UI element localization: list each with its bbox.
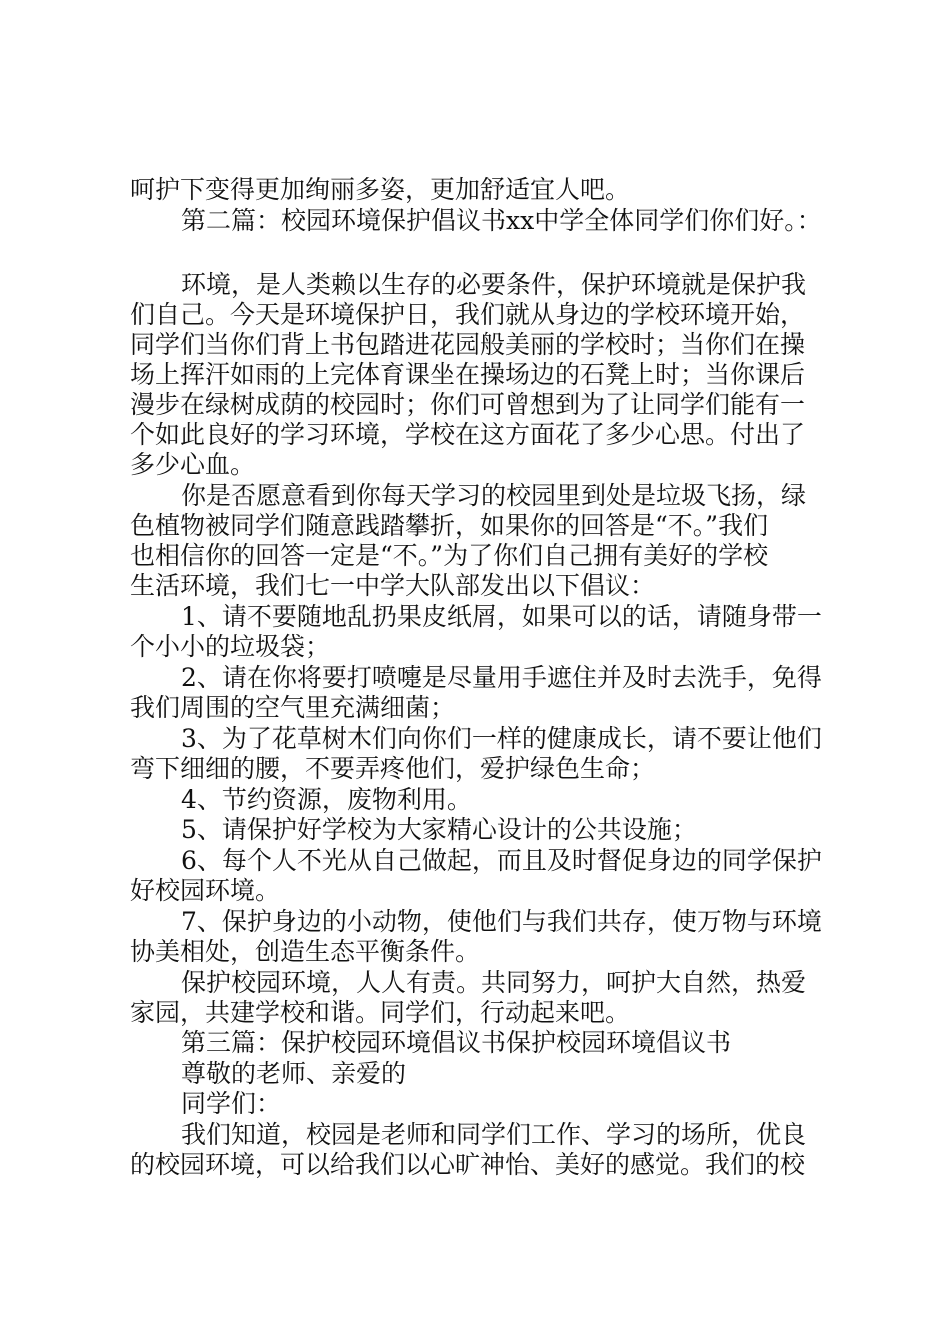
list-item: 3、为了花草树木们向你们一样的健康成长，请不要让他们 <box>181 724 822 753</box>
list-item: 1、请不要随地乱扔果皮纸屑，如果可以的话，请随身带一 <box>181 602 822 631</box>
text-line: 色植物被同学们随意践踏攀折，如果你的回答是“不。”我们 <box>130 511 769 540</box>
list-item: 6、每个人不光从自己做起，而且及时督促身边的同学保护 <box>181 846 822 875</box>
section-heading: 第三篇：保护校园环境倡议书保护校园环境倡议书 <box>181 1028 732 1057</box>
text-line: 呵护下变得更加绚丽多姿，更加舒适宜人吧。 <box>130 175 631 204</box>
list-item: 4、节约资源，废物利用。 <box>181 785 472 814</box>
text-line: 也相信你的回答一定是“不。”为了你们自己拥有美好的学校 <box>130 541 769 570</box>
text-line: 的校园环境，可以给我们以心旷神怡、美好的感觉。我们的校 <box>130 1150 806 1179</box>
text-line: 生活环境，我们七一中学大队部发出以下倡议： <box>130 571 656 600</box>
text-line: 同学们当你们背上书包踏进花园般美丽的学校时；当你们在操 <box>130 330 806 359</box>
text-line: 个如此良好的学习环境，学校在这方面花了多少心思。付出了 <box>130 420 806 449</box>
section-heading: 第二篇：校园环境保护倡议书xx中学全体同学们你们好。： <box>181 206 822 235</box>
text-line: 好校园环境。 <box>130 876 281 905</box>
text-line: 环境，是人类赖以生存的必要条件，保护环境就是保护我 <box>181 270 807 299</box>
salutation: 尊敬的老师、亲爱的 <box>181 1059 407 1088</box>
text-line: 漫步在绿树成荫的校园时；你们可曾想到为了让同学们能有一 <box>130 390 806 419</box>
text-line: 我们知道，校园是老师和同学们工作、学习的场所，优良 <box>181 1120 807 1149</box>
text-line: 我们周围的空气里充满细菌； <box>130 693 456 722</box>
list-item: 5、请保护好学校为大家精心设计的公共设施； <box>181 815 697 844</box>
text-line: 你是否愿意看到你每天学习的校园里到处是垃圾飞扬，绿 <box>181 481 807 510</box>
text-line: 保护校园环境，人人有责。共同努力，呵护大自然，热爱 <box>181 968 807 997</box>
list-item: 7、保护身边的小动物，使他们与我们共存，使万物与环境 <box>181 907 822 936</box>
text-line: 们自己。今天是环境保护日，我们就从身边的学校环境开始， <box>130 300 806 329</box>
salutation: 同学们： <box>181 1089 282 1118</box>
text-line: 弯下细细的腰，不要弄疼他们，爱护绿色生命； <box>130 754 656 783</box>
text-line: 家园，共建学校和谐。同学们，行动起来吧。 <box>130 998 631 1027</box>
list-item: 2、请在你将要打喷嚏是尽量用手遮住并及时去洗手，免得 <box>181 663 822 692</box>
text-line: 多少心血。 <box>130 450 256 479</box>
text-line: 场上挥汗如雨的上完体育课坐在操场边的石凳上时；当你课后 <box>130 360 806 389</box>
text-line: 协美相处，创造生态平衡条件。 <box>130 937 481 966</box>
text-line: 个小小的垃圾袋； <box>130 632 331 661</box>
